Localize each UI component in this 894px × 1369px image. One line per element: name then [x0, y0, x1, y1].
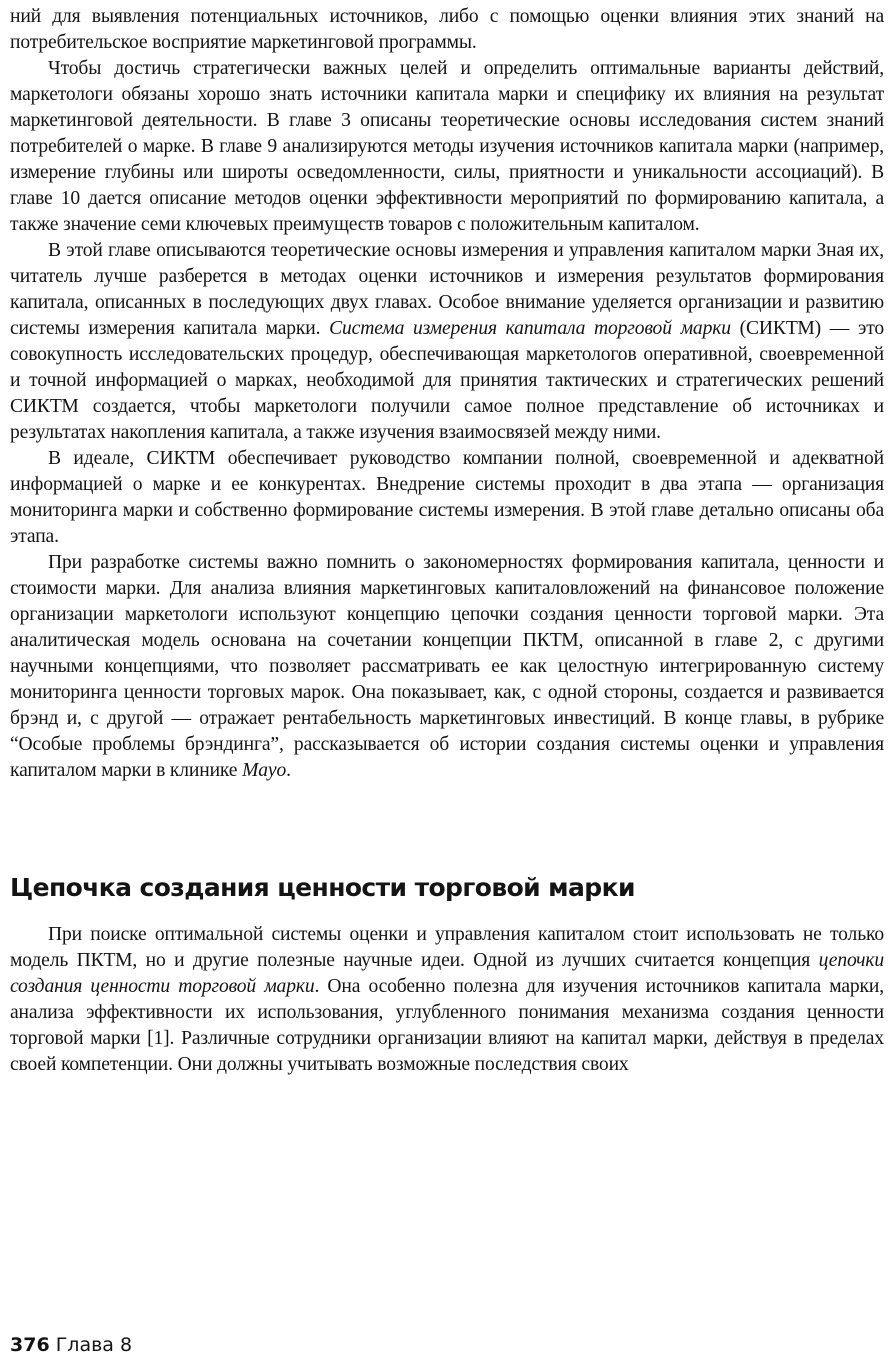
- paragraph-4: [10, 446, 884, 550]
- paragraph-1: [10, 4, 884, 56]
- top-text-block: [10, 4, 884, 784]
- text-run: В идеале, СИКТМ обеспечивает руководство компании полной, своевременной и адекватной информацией о марке и ее конкурентах. Внедрение системы проходит в два этапа — организация мониторинга марки и собственно формирование системы измерения. В этой главе детально описаны оба этапа.: [10, 448, 884, 547]
- page-number: 376: [10, 1334, 50, 1356]
- text-run: При разработке системы важно помнить о закономерностях формирования капитала, ценности и стоимости марки. Для анализа влияния маркетинговых капиталовложений на финансовое положение организации маркетологи используют концепцию цепочки создания ценности торговой марки. Эта аналитическая модель основана на сочетании концепции ПКТМ, описанной в главе 2, с другими научными концепциями, что позволяет рассматривать ее как целостную интегрированную систему мониторинга ценности торговых марок. Она показывает, как, с одной стороны, создается и развивается брэнд и, с другой — отражает рентабельность маркетинговых инвестиций. В конце главы, в рубрике “Особые проблемы брэндинга”, рассказывается об истории создания системы оценки и управления капиталом марки в клинике: [10, 552, 884, 781]
- text-run: ний для выявления потенциальных источников, либо с помощью оценки влияния этих знаний на потребительское восприятие маркетинговой программы.: [10, 6, 884, 53]
- text-run: При поиске оптимальной системы оценки и управления капиталом стоит использовать не только модель ПКТМ, но и другие полезные научные идеи. Одной из лучших считается концепция: [10, 924, 884, 971]
- text-run: Чтобы достичь стратегически важных целей и определить оптимальные варианты действий, маркетологи обязаны хорошо знать источники капитала марки и специфику их влияния на результат маркетинговой деятельности. В главе 3 описаны теоретические основы исследования систем знаний потребителей о марке. В главе 9 анализируются методы изучения источников капитала марки (например, измерение глубины или широты осведомленности, силы, приятности и уникальности ассоциаций). В главе 10 дается описание методов оценки эффективности мероприятий по формированию капитала, а также значение семи ключевых преимуществ товаров с положительным капиталом.: [10, 58, 884, 235]
- running-head: Глава 8: [55, 1334, 133, 1356]
- paragraph-2: [10, 56, 884, 238]
- paragraph-5: [10, 550, 884, 784]
- text-run: В этой главе описываются теоретические основы измерения и управления капиталом марки Зная их, читатель лучше разберется в методах оценки источников и измерения результатов формирования капитала, описанных в последующих двух главах. Особое внимание уделяется организации и развитию системы измерения капитала марки.: [10, 240, 884, 339]
- book-page: [10, 0, 884, 1369]
- paragraph-3: [10, 238, 884, 446]
- text-run: . Она особенно полезна для изучения источников капитала марки, анализа эффективности их использования, углубленного понимания механизма создания ценности торговой марки [1]. Различные сотрудники организации влияют на капитал марки, действуя в пределах своей компетенции. Они должны учитывать возможные последствия своих: [10, 976, 884, 1075]
- italic-term: Система измерения капитала торговой марки: [329, 318, 731, 339]
- text-run: (СИКТМ) — это совокупность исследовательских процедур, обеспечивающая маркетологов оперативной, своевременной и точной информацией о марках, необходимой для принятия тактических и стратегических решений СИКТМ создается, чтобы маркетологи получили самое полное представление об источниках и результатах накопления капитала, а также изучения взаимосвязей между ними.: [10, 318, 885, 443]
- italic-term: Mayo: [242, 760, 287, 781]
- page-footer: [10, 1333, 132, 1357]
- bottom-text-block: [10, 922, 884, 1078]
- paragraph-6: [10, 922, 884, 1078]
- text-run: .: [286, 760, 291, 781]
- italic-term: цепочки создания ценности торговой марки: [10, 950, 884, 997]
- section-heading: Цепочка создания ценности торговой марки: [10, 873, 635, 902]
